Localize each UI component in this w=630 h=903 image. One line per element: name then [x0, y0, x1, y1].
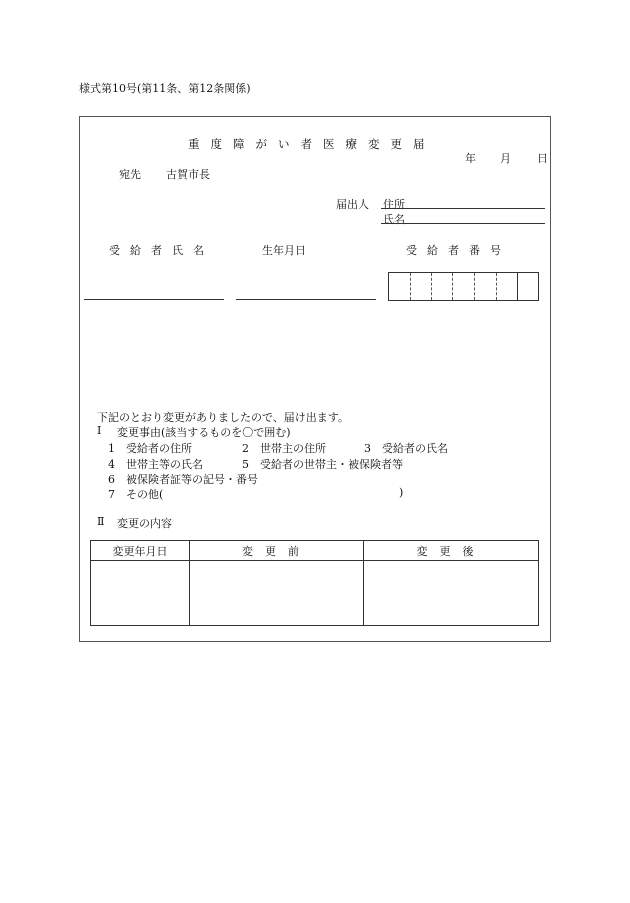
applicant-address-label: 住所	[383, 198, 405, 211]
section2-title: 変更の内容	[117, 517, 172, 530]
form-title: 重度障がい者医療変更届	[188, 137, 436, 151]
applicant-label: 届出人	[336, 198, 369, 211]
recipient-number-header: 受給者番号	[406, 244, 511, 257]
section1-title: 変更事由(該当するものを〇で囲む)	[117, 426, 291, 439]
reason-option[interactable]: 7 その他(	[108, 488, 164, 501]
intro-text: 下記のとおり変更がありましたので、届け出ます。	[97, 411, 349, 424]
recipient-name-header: 受給者氏名	[109, 244, 214, 257]
reason-other-close: )	[399, 486, 404, 499]
digit-divider	[410, 273, 411, 300]
addressee-label: 宛先	[119, 168, 141, 181]
reason-option[interactable]: 5 受給者の世帯主・被保険者等	[242, 458, 403, 471]
reason-option[interactable]: 2 世帯主の住所	[242, 442, 326, 455]
digit-divider	[517, 273, 518, 300]
digit-divider	[496, 273, 497, 300]
date-year-label: 年	[465, 152, 476, 165]
date-month-label: 月	[500, 152, 511, 165]
reason-option[interactable]: 6 被保険者証等の記号・番号	[108, 473, 258, 486]
column-header: 変更後	[364, 541, 539, 561]
change-date-cell[interactable]	[91, 561, 190, 626]
after-cell[interactable]	[364, 561, 539, 626]
applicant-name-field[interactable]	[381, 223, 545, 224]
table-header-row	[91, 541, 539, 561]
reason-option[interactable]: 4 世帯主等の氏名	[108, 458, 203, 471]
section1-label: Ⅰ	[97, 424, 102, 437]
applicant-address-field[interactable]	[381, 208, 545, 209]
change-table	[90, 540, 539, 626]
reason-option[interactable]: 3 受給者の氏名	[364, 442, 448, 455]
column-header: 変更年月日	[91, 541, 190, 561]
birthdate-field[interactable]	[236, 299, 376, 300]
form-number: 様式第10号(第11条、第12条関係)	[79, 82, 251, 95]
table-row	[91, 561, 539, 626]
column-header: 変更前	[190, 541, 364, 561]
reason-option[interactable]: 1 受給者の住所	[108, 442, 192, 455]
applicant-name-label: 氏名	[383, 213, 405, 226]
birthdate-header: 生年月日	[262, 244, 306, 257]
addressee-name: 古賀市長	[166, 168, 210, 181]
before-cell[interactable]	[190, 561, 364, 626]
date-day-label: 日	[537, 152, 548, 165]
section2-label: Ⅱ	[97, 515, 105, 528]
digit-divider	[452, 273, 453, 300]
digit-divider	[431, 273, 432, 300]
recipient-number-field[interactable]	[388, 272, 539, 301]
recipient-name-field[interactable]	[84, 299, 224, 300]
digit-divider	[474, 273, 475, 300]
